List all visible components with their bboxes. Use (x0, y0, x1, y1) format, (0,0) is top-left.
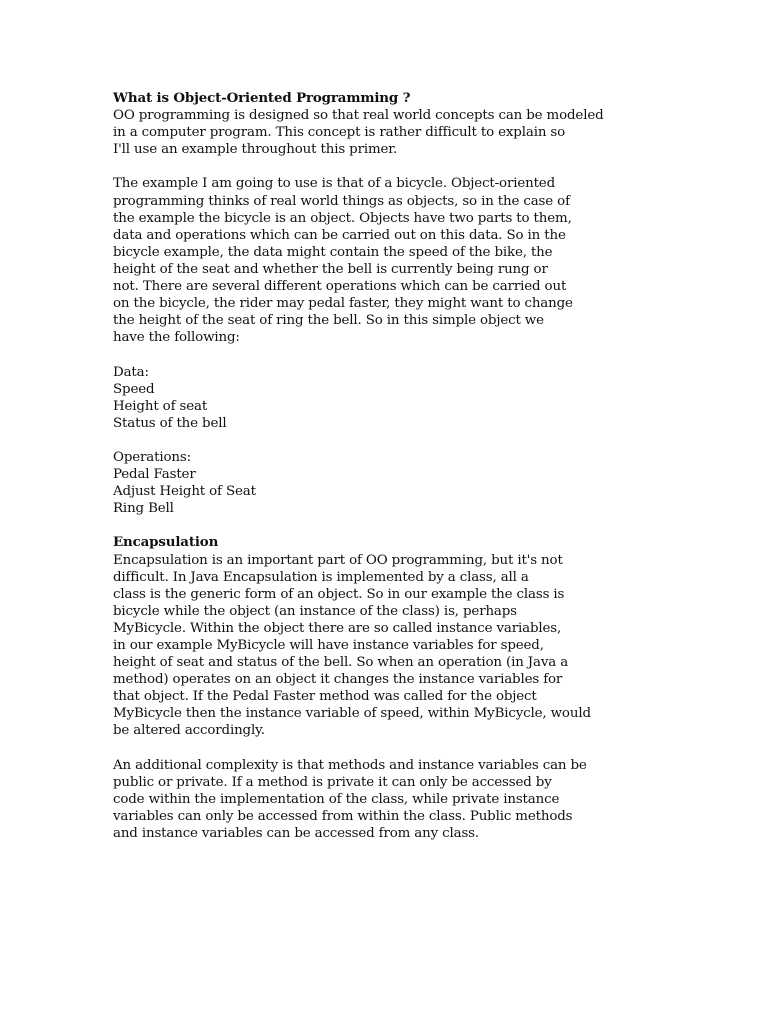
paragraph-gap (113, 346, 573, 363)
list-item: Speed (113, 381, 155, 397)
paragraph-line: the height of the seat of ring the bell. So in this simple object we (113, 313, 544, 329)
bicycle-example-paragraph (113, 175, 573, 346)
paragraph-line: height of seat and status of the bell. So when an operation (in Java a (113, 655, 569, 671)
paragraph-line: that object. If the Pedal Faster method was called for the object (113, 689, 537, 705)
paragraph-line: MyBicycle then the instance variable of speed, within MyBicycle, would (113, 706, 591, 722)
paragraph-line: programming thinks of real world things as objects, so in the case of (113, 193, 570, 209)
complexity-paragraph (113, 757, 587, 842)
paragraph-line: public or private. If a method is private it can only be accessed by (113, 774, 552, 790)
list-item: Pedal Faster (113, 467, 196, 483)
data-list-label: Data: (113, 364, 149, 380)
paragraph-line: not. There are several different operations which can be carried out (113, 279, 567, 295)
paragraph-line: class is the generic form of an object. So in our example the class is (113, 586, 565, 602)
paragraph-line: height of the seat and whether the bell is currently being rung or (113, 261, 548, 277)
paragraph-line: Encapsulation is an important part of OO programming, but it's not (113, 552, 563, 568)
operations-list-label: Operations: (113, 449, 191, 465)
paragraph-gap (113, 517, 573, 534)
paragraph-line: code within the implementation of the class, while private instance (113, 791, 560, 807)
paragraph-gap (113, 740, 573, 757)
paragraph-gap (113, 158, 573, 175)
paragraph-line: The example I am going to use is that of a bicycle. Object-oriented (113, 176, 556, 192)
list-item: Ring Bell (113, 501, 174, 517)
operations-list (113, 449, 573, 517)
paragraph-line: OO programming is designed so that real world concepts can be modeled (113, 108, 604, 124)
paragraph-gap (113, 432, 573, 449)
oop-heading: What is Object-Oriented Programming ? (113, 90, 411, 106)
paragraph-line: difficult. In Java Encapsulation is implemented by a class, all a (113, 569, 529, 585)
paragraph-line: be altered accordingly. (113, 723, 265, 739)
paragraph-line: MyBicycle. Within the object there are so called instance variables, (113, 620, 562, 636)
paragraph-line: on the bicycle, the rider may pedal faster, they might want to change (113, 296, 573, 312)
paragraph-line: bicycle example, the data might contain the speed of the bike, the (113, 244, 553, 260)
encapsulation-paragraph (113, 552, 591, 740)
document-page (113, 90, 604, 842)
paragraph-line: bicycle while the object (an instance of the class) is, perhaps (113, 603, 517, 619)
paragraph-line: and instance variables can be accessed from any class. (113, 826, 479, 842)
paragraph-line: in our example MyBicycle will have instance variables for speed, (113, 638, 544, 653)
paragraph-line: have the following: (113, 330, 240, 346)
paragraph-line: An additional complexity is that methods and instance variables can be (113, 757, 587, 773)
list-item: Adjust Height of Seat (113, 484, 256, 500)
paragraph-line: variables can only be accessed from within the class. Public methods (113, 808, 573, 824)
intro-paragraph (113, 107, 604, 158)
paragraph-line: method) operates on an object it changes the instance variables for (113, 672, 563, 688)
paragraph-line: in a computer program. This concept is rather difficult to explain so (113, 125, 566, 141)
data-list (113, 364, 573, 432)
paragraph-line: I'll use an example throughout this primer. (113, 142, 398, 158)
paragraph-line: data and operations which can be carried out on this data. So in the (113, 227, 566, 243)
list-item: Status of the bell (113, 415, 227, 431)
list-item: Height of seat (113, 398, 208, 414)
encapsulation-heading: Encapsulation (113, 534, 219, 551)
paragraph-line: the example the bicycle is an object. Objects have two parts to them, (113, 210, 572, 226)
